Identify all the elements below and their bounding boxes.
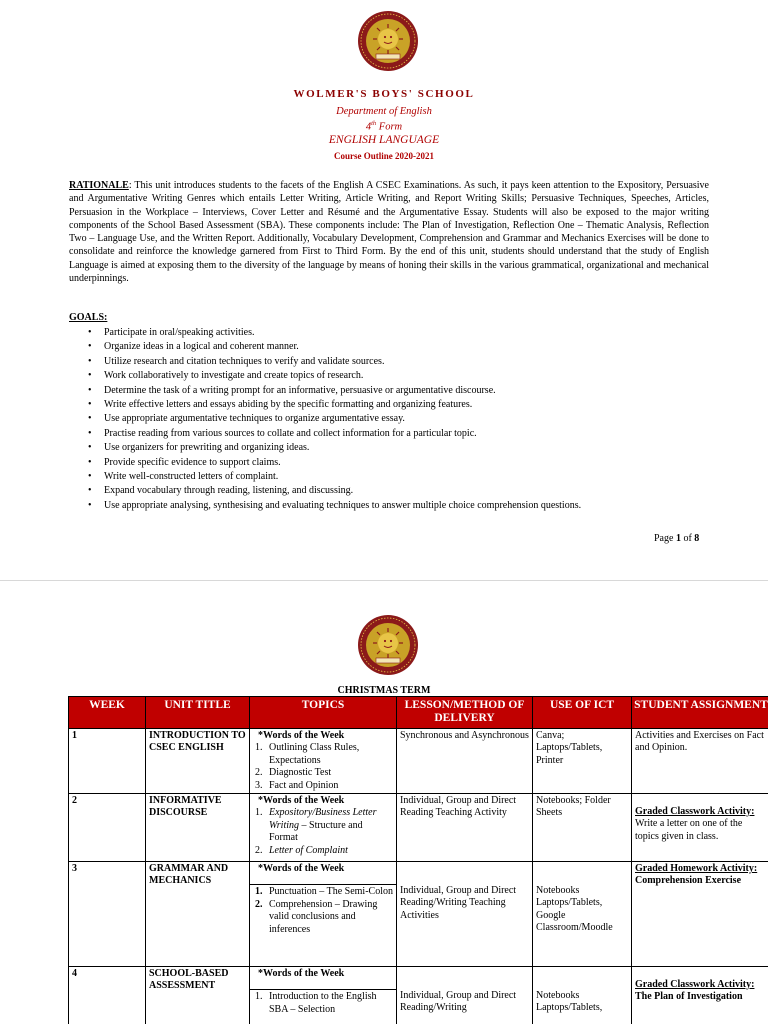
method-cell: Individual, Group and Direct Reading Teaching Activity	[397, 794, 533, 862]
assignment-cell: Activities and Exercises on Fact and Opinion.	[632, 729, 768, 794]
topics-cell	[250, 729, 397, 794]
goal-item: • Expand vocabulary through reading, listening, and discussing.	[88, 484, 728, 498]
header-week: WEEK	[69, 697, 146, 729]
topics-cell	[250, 794, 397, 862]
table-row	[69, 862, 768, 967]
page-number: Page 1 of 8	[654, 533, 700, 544]
header-use-of-ict: USE OF ICT	[533, 697, 632, 729]
header-unit-title: UNIT TITLE	[146, 697, 250, 729]
topic-list	[250, 884, 396, 936]
term-title: CHRISTMAS TERM	[337, 685, 431, 696]
subject-name: ENGLISH LANGUAGE	[328, 134, 440, 146]
form-level: 4th Form	[365, 120, 403, 133]
goals-list	[88, 326, 728, 513]
goals-heading: GOALS:	[69, 312, 108, 323]
topic-item: 1. Punctuation – The Semi-Colon	[255, 886, 393, 898]
goal-item: • Organize ideas in a logical and coherent manner.	[88, 340, 728, 354]
unit-title-cell: SCHOOL-BASED ASSESSMENT	[146, 967, 250, 1024]
method-cell: Individual, Group and Direct Reading/Writing	[397, 967, 533, 1024]
table-row	[69, 729, 768, 794]
goal-item: • Practise reading from various sources to collate and collect information for a particular topic.	[88, 427, 728, 441]
course-outline-year: Course Outline 2020-2021	[334, 151, 434, 161]
assignment-label: Graded Classwork Activity:	[635, 979, 755, 991]
words-of-week-label: *Words of the Week	[258, 795, 345, 807]
table-header-row	[69, 697, 768, 729]
assignment-cell	[632, 967, 768, 1024]
assignment-label: Graded Classwork Activity:	[635, 806, 755, 818]
goal-item: • Work collaboratively to investigate and create topics of research.	[88, 369, 728, 383]
goal-item: • Utilize research and citation techniques to verify and validate sources.	[88, 355, 728, 369]
table-row	[69, 794, 768, 862]
rationale-paragraph	[69, 179, 709, 285]
header-topics: TOPICS	[250, 697, 397, 729]
course-outline-table	[68, 696, 768, 1024]
assignment-text: Write a letter on one of the topics given in class.	[635, 818, 743, 842]
method-cell: Synchronous and Asynchronous	[397, 729, 533, 794]
assignment-cell	[632, 794, 768, 862]
school-name: WOLMER'S BOYS' SCHOOL	[293, 88, 475, 100]
ict-cell: Notebooks Laptops/Tablets, Google Classroom/Moodle	[533, 862, 632, 967]
unit-title-cell: GRAMMAR AND MECHANICS	[146, 862, 250, 967]
week-cell: 4	[69, 967, 146, 1024]
topic-item: 2. Comprehension – Drawing valid conclusions and inferences	[255, 898, 378, 935]
ict-cell: Notebooks Laptops/Tablets,	[533, 967, 632, 1024]
topic-list	[250, 989, 396, 1016]
topic-item: 2. Diagnostic Test	[255, 767, 332, 779]
topic-list	[253, 742, 393, 792]
goal-item: • Write effective letters and essays abiding by the specific formatting and organizing features.	[88, 398, 728, 412]
school-crest-logo	[357, 10, 419, 72]
topic-item: 1. Introduction to the English SBA – Selection	[255, 991, 377, 1015]
assignment-text: Comprehension Exercise	[635, 875, 742, 887]
topic-item: 3. Fact and Opinion	[255, 779, 339, 791]
words-of-week-label: *Words of the Week	[258, 863, 345, 875]
unit-title-cell: INFORMATIVE DISCOURSE	[146, 794, 250, 862]
rationale-label: RATIONALE	[69, 180, 129, 191]
unit-title-cell: INTRODUCTION TO CSEC ENGLISH	[146, 729, 250, 794]
topic-item: 2. Letter of Complaint	[255, 844, 348, 856]
document-page-2	[0, 580, 768, 1024]
week-cell: 3	[69, 862, 146, 967]
header-lesson-method: LESSON/METHOD OF DELIVERY	[397, 697, 533, 729]
school-crest-logo	[357, 614, 419, 676]
topics-cell	[250, 967, 397, 1024]
topic-item: 1. Expository/Business Letter Writing – Structure and Format	[255, 807, 377, 844]
goal-item: • Use appropriate argumentative techniques to organize argumentative essay.	[88, 412, 728, 426]
ict-cell: Canva; Laptops/Tablets, Printer	[533, 729, 632, 794]
goal-item: • Determine the task of a writing prompt for an informative, persuasive or argumentative discourse.	[88, 384, 728, 398]
table-row	[69, 967, 768, 1024]
ict-cell: Notebooks; Folder Sheets	[533, 794, 632, 862]
goal-item: • Provide specific evidence to support claims.	[88, 456, 728, 470]
header-student-assignment: STUDENT ASSIGNMENT	[632, 697, 768, 729]
week-cell: 2	[69, 794, 146, 862]
topic-list	[253, 807, 393, 857]
rationale-text: : This unit introduces students to the facets of the English A CSEC Examinations. As such, it pays keen attention to the Expository, Persuasive and Argumentative Writing Genres which entails Letter Writing, Article Writing, and Report Writing Skills; Persuasive Techniques, Speeches, Articles, Persuasion in the Workplace – Interviews, Cover Letter and Résumé and the Argumentative Essay. Students will also be exposed to the major writing components of the School Based Assessment (SBA). These components include: The Plan of Investigation, Reflection One – Thematic Analysis, Reflection Two – Language Use, and the Written Report. Additionally, Vocabulary Development, Comprehension and Grammar and Mechanics Exercises will be done to consolidate and reinforce the knowledge garnered from First to Third Form. By the end of this unit, students should understand that the study of English Language is aimed at exposing them to the diversity of the language by means of honing their skills in the various grammatical, organizational and mechanical underpinnings.	[69, 180, 709, 285]
method-cell: Individual, Group and Direct Reading/Writing Teaching Activities	[397, 862, 533, 967]
goal-item: • Use organizers for prewriting and organizing ideas.	[88, 441, 728, 455]
assignment-label: Graded Homework Activity:	[635, 863, 758, 875]
words-of-week-label: *Words of the Week	[258, 968, 345, 980]
department-name: Department of English	[336, 106, 432, 117]
goal-item: • Use appropriate analysing, synthesising and evaluating techniques to answer multiple choice comprehension questions.	[88, 499, 728, 513]
topics-cell	[250, 862, 397, 967]
goal-item: • Participate in oral/speaking activities.	[88, 326, 728, 340]
assignment-cell	[632, 862, 768, 967]
week-cell: 1	[69, 729, 146, 794]
words-of-week-label: *Words of the Week	[258, 730, 345, 741]
assignment-text: The Plan of Investigation	[635, 991, 743, 1003]
topic-item: 1. Outlining Class Rules, Expectations	[255, 742, 360, 766]
goal-item: • Write well-constructed letters of complaint.	[88, 470, 728, 484]
